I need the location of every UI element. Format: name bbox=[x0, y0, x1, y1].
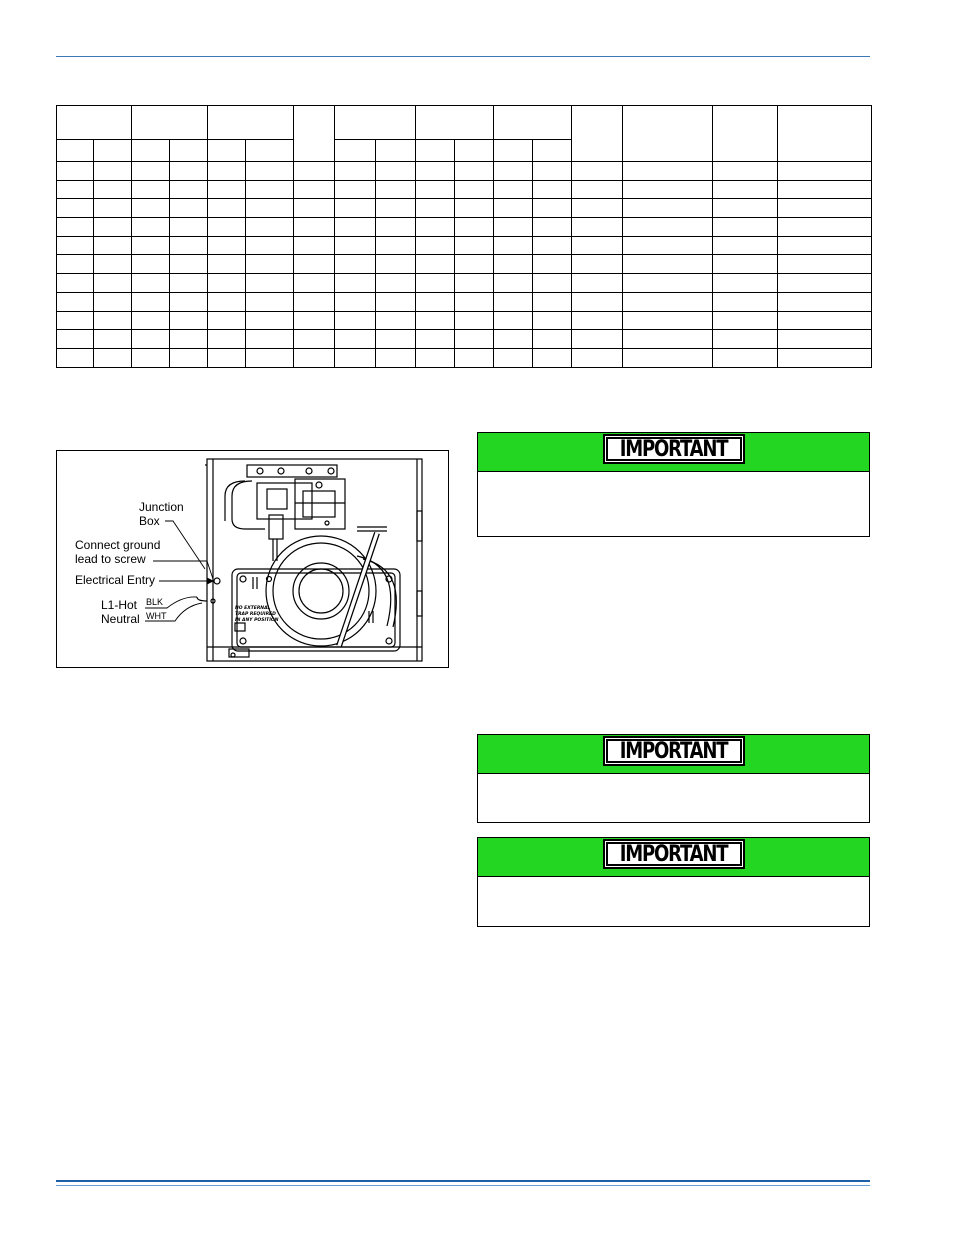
table-cell bbox=[132, 311, 170, 330]
table-cell bbox=[132, 180, 170, 199]
table-row bbox=[57, 162, 872, 181]
table-cell bbox=[533, 274, 572, 293]
table-header-cell bbox=[208, 140, 246, 162]
table-cell bbox=[777, 218, 871, 237]
junction-label-line2: Box bbox=[139, 514, 160, 528]
table-cell bbox=[623, 274, 712, 293]
table-cell bbox=[246, 218, 293, 237]
table-cell bbox=[132, 274, 170, 293]
table-cell bbox=[132, 162, 170, 181]
table-header-cell bbox=[94, 140, 132, 162]
table-cell bbox=[246, 311, 293, 330]
table-cell bbox=[623, 199, 712, 218]
table-cell bbox=[293, 236, 334, 255]
table-cell bbox=[293, 274, 334, 293]
table-cell bbox=[208, 199, 246, 218]
table-cell bbox=[572, 292, 623, 311]
table-cell bbox=[415, 311, 454, 330]
table-cell bbox=[777, 180, 871, 199]
table-cell bbox=[375, 274, 415, 293]
table-cell bbox=[170, 255, 208, 274]
table-cell bbox=[454, 348, 493, 367]
table-cell bbox=[454, 292, 493, 311]
table-cell bbox=[493, 218, 532, 237]
table-header-cell bbox=[208, 106, 293, 140]
table-cell bbox=[334, 255, 375, 274]
important-badge: IMPORTANT bbox=[606, 739, 742, 763]
table-cell bbox=[375, 218, 415, 237]
table-cell bbox=[132, 199, 170, 218]
table-cell bbox=[375, 199, 415, 218]
table-cell bbox=[208, 330, 246, 349]
table-header-cell bbox=[246, 140, 293, 162]
ground-label-line1: Connect ground bbox=[75, 538, 161, 552]
table-cell bbox=[493, 199, 532, 218]
table-row bbox=[57, 348, 872, 367]
table-cell bbox=[293, 330, 334, 349]
table-cell bbox=[375, 236, 415, 255]
table-row bbox=[57, 180, 872, 199]
table-cell bbox=[170, 199, 208, 218]
table-row bbox=[57, 330, 872, 349]
table-cell bbox=[208, 218, 246, 237]
table-cell bbox=[623, 218, 712, 237]
table-cell bbox=[623, 162, 712, 181]
table-cell bbox=[572, 348, 623, 367]
table-cell bbox=[208, 348, 246, 367]
table-cell bbox=[533, 180, 572, 199]
table-cell bbox=[454, 162, 493, 181]
table-cell bbox=[293, 255, 334, 274]
table-cell bbox=[208, 311, 246, 330]
table-cell bbox=[246, 274, 293, 293]
table-cell bbox=[334, 292, 375, 311]
table-cell bbox=[57, 311, 94, 330]
table-cell bbox=[777, 274, 871, 293]
panel-text-3: IN ANY POSITION bbox=[235, 618, 279, 623]
table-cell bbox=[454, 180, 493, 199]
table-header-cell bbox=[334, 106, 415, 140]
table-cell bbox=[493, 162, 532, 181]
electrical-entry-label: Electrical Entry bbox=[75, 573, 156, 587]
table-header-cell bbox=[57, 106, 132, 140]
table-cell bbox=[132, 292, 170, 311]
table-cell bbox=[293, 199, 334, 218]
table-cell bbox=[777, 292, 871, 311]
table-cell bbox=[572, 255, 623, 274]
table-cell bbox=[375, 292, 415, 311]
table-cell bbox=[572, 199, 623, 218]
table-cell bbox=[375, 311, 415, 330]
table-cell bbox=[712, 274, 777, 293]
footer-rule-thin bbox=[56, 1185, 870, 1186]
table-cell bbox=[170, 218, 208, 237]
table-cell bbox=[208, 162, 246, 181]
table-cell bbox=[454, 236, 493, 255]
table-header-row bbox=[57, 106, 872, 140]
table-cell bbox=[132, 218, 170, 237]
table-cell bbox=[334, 236, 375, 255]
table-cell bbox=[712, 236, 777, 255]
table-cell bbox=[454, 330, 493, 349]
table-cell bbox=[533, 348, 572, 367]
table-cell bbox=[572, 236, 623, 255]
junction-label-line1: Junction bbox=[139, 500, 184, 514]
specification-table bbox=[56, 105, 872, 368]
panel-text-1: NO EXTERNAL bbox=[235, 606, 271, 611]
table-cell bbox=[94, 348, 132, 367]
table-cell bbox=[94, 180, 132, 199]
table-header-cell bbox=[57, 140, 94, 162]
table-cell bbox=[712, 255, 777, 274]
table-cell bbox=[493, 348, 532, 367]
table-cell bbox=[572, 274, 623, 293]
table-cell bbox=[623, 180, 712, 199]
table-header-cell bbox=[132, 106, 208, 140]
ground-label-line2: lead to screw bbox=[75, 552, 146, 566]
table-cell bbox=[493, 236, 532, 255]
table-header-cell bbox=[533, 140, 572, 162]
table-cell bbox=[94, 236, 132, 255]
table-header-cell bbox=[493, 140, 532, 162]
table-cell bbox=[533, 255, 572, 274]
table-cell bbox=[533, 292, 572, 311]
table-cell bbox=[533, 199, 572, 218]
table-row bbox=[57, 274, 872, 293]
table-cell bbox=[246, 348, 293, 367]
footer-rule bbox=[56, 1180, 870, 1182]
table-cell bbox=[415, 255, 454, 274]
table-cell bbox=[623, 348, 712, 367]
table-cell bbox=[777, 162, 871, 181]
table-cell bbox=[623, 236, 712, 255]
table-cell bbox=[246, 199, 293, 218]
table-cell bbox=[246, 330, 293, 349]
table-cell bbox=[334, 199, 375, 218]
table-cell bbox=[170, 311, 208, 330]
table-row bbox=[57, 218, 872, 237]
neutral-label: Neutral bbox=[101, 612, 140, 626]
table-cell bbox=[712, 348, 777, 367]
table-cell bbox=[375, 255, 415, 274]
table-cell bbox=[208, 180, 246, 199]
table-cell bbox=[246, 162, 293, 181]
table-cell bbox=[57, 330, 94, 349]
blk-wire-label: BLK bbox=[146, 597, 164, 607]
table-cell bbox=[415, 218, 454, 237]
table-cell bbox=[57, 199, 94, 218]
table-cell bbox=[572, 330, 623, 349]
table-cell bbox=[170, 292, 208, 311]
table-cell bbox=[94, 162, 132, 181]
table-cell bbox=[94, 274, 132, 293]
table-cell bbox=[57, 292, 94, 311]
wiring-figure bbox=[56, 450, 449, 668]
table-cell bbox=[375, 330, 415, 349]
table-header-cell bbox=[493, 106, 571, 140]
table-cell bbox=[572, 162, 623, 181]
table-cell bbox=[208, 292, 246, 311]
table-cell bbox=[375, 180, 415, 199]
table-cell bbox=[94, 199, 132, 218]
table-row bbox=[57, 255, 872, 274]
table-cell bbox=[94, 311, 132, 330]
table-cell bbox=[334, 330, 375, 349]
table-cell bbox=[572, 180, 623, 199]
hot-label: L1-Hot bbox=[101, 598, 138, 612]
table-header-cell bbox=[623, 106, 712, 162]
table-cell bbox=[375, 162, 415, 181]
table-cell bbox=[208, 236, 246, 255]
table-cell bbox=[777, 330, 871, 349]
table-cell bbox=[777, 255, 871, 274]
table-cell bbox=[777, 199, 871, 218]
table-cell bbox=[208, 255, 246, 274]
table-cell bbox=[777, 311, 871, 330]
table-cell bbox=[132, 330, 170, 349]
table-header-cell bbox=[454, 140, 493, 162]
table-cell bbox=[777, 348, 871, 367]
header-rule bbox=[56, 56, 870, 57]
table-cell bbox=[777, 236, 871, 255]
table-cell bbox=[334, 218, 375, 237]
table-cell bbox=[94, 292, 132, 311]
table-cell bbox=[623, 311, 712, 330]
table-cell bbox=[334, 311, 375, 330]
table-cell bbox=[293, 218, 334, 237]
table-row bbox=[57, 199, 872, 218]
important-notice-3 bbox=[477, 837, 870, 927]
table-cell bbox=[572, 311, 623, 330]
table-cell bbox=[170, 330, 208, 349]
table-cell bbox=[712, 180, 777, 199]
table-cell bbox=[623, 255, 712, 274]
table-header-cell bbox=[712, 106, 777, 162]
table-cell bbox=[415, 236, 454, 255]
table-cell bbox=[454, 255, 493, 274]
table-cell bbox=[94, 218, 132, 237]
table-cell bbox=[170, 162, 208, 181]
table-cell bbox=[132, 236, 170, 255]
table-cell bbox=[712, 330, 777, 349]
wht-wire-label: WHT bbox=[146, 611, 167, 621]
table-cell bbox=[57, 218, 94, 237]
table-cell bbox=[57, 162, 94, 181]
table-cell bbox=[712, 311, 777, 330]
table-header-cell bbox=[572, 106, 623, 162]
table-cell bbox=[246, 236, 293, 255]
important-badge: IMPORTANT bbox=[606, 437, 742, 461]
table-row bbox=[57, 292, 872, 311]
table-header-cell bbox=[415, 106, 493, 140]
table-cell bbox=[94, 330, 132, 349]
table-cell bbox=[712, 218, 777, 237]
table-cell bbox=[293, 311, 334, 330]
table-cell bbox=[712, 162, 777, 181]
table-cell bbox=[170, 348, 208, 367]
table-header-cell bbox=[375, 140, 415, 162]
table-cell bbox=[170, 274, 208, 293]
important-header bbox=[478, 735, 869, 774]
table-cell bbox=[293, 180, 334, 199]
table-header-cell bbox=[777, 106, 871, 162]
table-cell bbox=[493, 274, 532, 293]
table-cell bbox=[533, 218, 572, 237]
table-cell bbox=[246, 180, 293, 199]
table-cell bbox=[533, 162, 572, 181]
table-cell bbox=[415, 199, 454, 218]
table-header-cell bbox=[334, 140, 375, 162]
table-cell bbox=[533, 236, 572, 255]
table-cell bbox=[493, 330, 532, 349]
table-cell bbox=[57, 348, 94, 367]
table-cell bbox=[208, 274, 246, 293]
table-cell bbox=[623, 292, 712, 311]
table-cell bbox=[246, 255, 293, 274]
table-cell bbox=[623, 330, 712, 349]
table-cell bbox=[170, 236, 208, 255]
table-cell bbox=[454, 199, 493, 218]
table-cell bbox=[454, 274, 493, 293]
table-cell bbox=[493, 180, 532, 199]
table-cell bbox=[246, 292, 293, 311]
important-notice-2 bbox=[477, 734, 870, 823]
table-cell bbox=[415, 292, 454, 311]
table-cell bbox=[94, 255, 132, 274]
table-row bbox=[57, 311, 872, 330]
table-cell bbox=[533, 311, 572, 330]
table-cell bbox=[132, 348, 170, 367]
table-cell bbox=[712, 292, 777, 311]
table-header-cell bbox=[415, 140, 454, 162]
table-cell bbox=[293, 292, 334, 311]
table-cell bbox=[415, 348, 454, 367]
table-cell bbox=[293, 348, 334, 367]
table-cell bbox=[375, 348, 415, 367]
table-header-cell bbox=[170, 140, 208, 162]
important-badge: IMPORTANT bbox=[606, 842, 742, 866]
table-cell bbox=[57, 274, 94, 293]
table-cell bbox=[454, 311, 493, 330]
important-header bbox=[478, 433, 869, 472]
table-cell bbox=[57, 180, 94, 199]
table-cell bbox=[293, 162, 334, 181]
table-cell bbox=[415, 180, 454, 199]
table-cell bbox=[334, 180, 375, 199]
panel-text-2: TRAP REQUIRED bbox=[235, 612, 276, 617]
table-cell bbox=[712, 199, 777, 218]
table-cell bbox=[493, 292, 532, 311]
table-cell bbox=[334, 274, 375, 293]
table-cell bbox=[415, 162, 454, 181]
table-cell bbox=[170, 180, 208, 199]
table-cell bbox=[57, 236, 94, 255]
important-notice-1 bbox=[477, 432, 870, 537]
important-header bbox=[478, 838, 869, 877]
table-cell bbox=[533, 330, 572, 349]
table-cell bbox=[415, 274, 454, 293]
table-cell bbox=[454, 218, 493, 237]
table-header-cell bbox=[132, 140, 170, 162]
table-cell bbox=[415, 330, 454, 349]
table-cell bbox=[57, 255, 94, 274]
table-cell bbox=[493, 255, 532, 274]
table-row bbox=[57, 236, 872, 255]
table-cell bbox=[132, 255, 170, 274]
table-header-cell bbox=[293, 106, 334, 162]
table-cell bbox=[493, 311, 532, 330]
table-cell bbox=[334, 348, 375, 367]
table-cell bbox=[334, 162, 375, 181]
table-cell bbox=[572, 218, 623, 237]
